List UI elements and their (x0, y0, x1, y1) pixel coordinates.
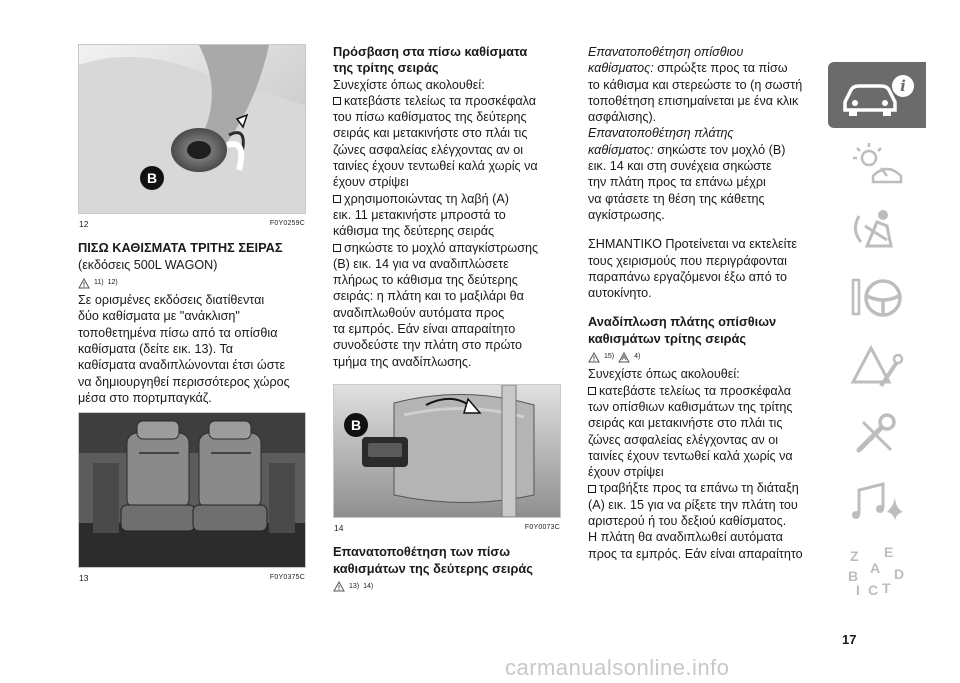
warning-ref: 4) (634, 353, 641, 361)
paragraph: Σε ορισμένες εκδόσεις διατίθενται δύο καθίσματα με "ανάκλιση" τοποθετημένα πίσω από τα οπίσθια καθίσματα (δείτε εικ. 13). Τα καθίσματα αναδιπλώνονται έτσι ώστε να δημιουργηθεί περισσότερος χώρος μέσα στο πορτμπαγκάζ. (78, 293, 290, 405)
figure-number: 14 (334, 522, 344, 533)
warning-references (333, 579, 561, 595)
tab-steering-wheel[interactable] (828, 266, 926, 332)
section-subheading: (εκδόσεις 500L WAGON) (78, 257, 218, 272)
warning-triangle-icon (78, 278, 90, 289)
steering-wheel-icon (847, 274, 907, 324)
figure-14-photo (333, 384, 561, 518)
paragraph: Επανατοποθέτηση οπίσθιου καθίσματος: σπρώξτε προς τα πίσω το κάθισμα και στερεώστε το (η σωστή τοποθέτηση επισημαίνεται με ένα κλικ ασφάλισης). (588, 45, 803, 125)
section-heading: Αναδίπλωση πλάτης οπίσθιων καθισμάτων τρίτης σειράς (588, 314, 777, 346)
warning-ref: 13) (349, 582, 360, 590)
warning-triangle-icon (588, 352, 600, 363)
checkbox-bullet-icon (588, 485, 596, 493)
bullet-item: κατεβάστε τελείως τα προσκέφαλα των οπίσθιων καθισμάτων της τρίτης σειράς και μετακινήστε στο πλάι τις ζώνες ασφαλείας ελέγχοντας αν οι ταινίες έχουν τεντωθεί καλά χωρίς να έχουν στρίψει (588, 383, 793, 480)
callout-b-badge: B (146, 170, 158, 186)
tab-wrench-maintenance[interactable] (828, 402, 926, 468)
paragraph: Επανατοποθέτηση πλάτης καθίσματος: σηκώστε τον μοχλό (B) εικ. 14 και στη συνέχεια σηκώστε την πλάτη προς τα επάνω μέχρι να φτάσετε τη θέση της κάθετης αγκίστρωσης. (588, 126, 786, 222)
svg-text:I: I (856, 582, 860, 598)
page-number: 17 (842, 632, 857, 647)
third-row-seats-illustration (79, 413, 305, 567)
svg-text:D: D (894, 566, 905, 582)
svg-text:T: T (882, 580, 891, 596)
important-note: ΣΗΜΑΝΤΙΚΟ Προτείνεται να εκτελείτε τους χειρισμούς που περιγράφονται παραπάνω εργαζόμενοι έξω από το αυτοκίνητο. (588, 237, 797, 301)
figure-number: 12 (79, 219, 89, 229)
svg-text:C: C (868, 582, 879, 598)
warning-references (78, 275, 306, 291)
svg-text:A: A (870, 560, 881, 576)
section-heading: Επανατοποθέτηση των πίσω καθισμάτων της δεύτερης σειράς (333, 544, 533, 576)
alphabetical-index-icon (842, 543, 912, 599)
checkbox-bullet-icon (333, 195, 341, 203)
caution-triangle-icon (618, 352, 630, 363)
checkbox-bullet-icon (588, 387, 596, 395)
seat-lever-illustration (79, 45, 305, 213)
tab-car-info[interactable] (828, 62, 926, 128)
column-3 (588, 44, 820, 562)
figure-code: F0Y0073C (524, 523, 560, 531)
checkbox-bullet-icon (333, 244, 341, 252)
intro-text: Συνεχίστε όπως ακολουθεί: (588, 367, 740, 382)
wrench-maintenance-icon (847, 410, 907, 460)
tab-alphabetical-index[interactable] (828, 538, 926, 604)
warning-ref: 14) (363, 582, 374, 590)
multimedia-icon (847, 478, 907, 528)
watermark: carmanualsonline.info (505, 655, 730, 680)
warning-ref: 12) (107, 278, 118, 286)
section-heading: Πρόσβαση στα πίσω καθίσματα της τρίτης σειράς (333, 44, 528, 76)
bullet-item: σηκώστε το μοχλό απαγκίστρωσης (B) εικ. 14 για να αναδιπλώσετε πλήρως το κάθισμα της δεύτερης σειράς: η πλάτη και το μαξιλάρι θα αναδιπλωθούν αυτόματα προς τα εμπρός. Εάν είναι απαραίτητο συνοδεύστε την πλάτη στο πρώτο τμήμα της αναδίπλωσης. (333, 240, 539, 369)
section-heading: ΠΙΣΩ ΚΑΘΙΣΜΑΤΑ ΤΡΙΤΗΣ ΣΕΙΡΑΣ (78, 240, 283, 256)
tab-dashboard-lights[interactable] (828, 130, 926, 196)
svg-text:Z: Z (850, 548, 859, 564)
warning-ref: 15) (604, 353, 615, 361)
headrest-lever-illustration (334, 385, 560, 517)
tab-multimedia[interactable] (828, 470, 926, 536)
checkbox-bullet-icon (333, 97, 341, 105)
warning-triangle-icon (333, 581, 345, 592)
bullet-item: χρησιμοποιώντας τη λαβή (A) εικ. 11 μετακινήστε μπροστά το κάθισμα της δεύτερης σειράς (333, 191, 509, 239)
tab-airbag-safety[interactable] (828, 198, 926, 264)
figure-number: 13 (79, 573, 89, 584)
warning-tools-icon (847, 342, 907, 392)
figure-12-photo (78, 44, 306, 214)
column-1 (78, 44, 306, 595)
warning-ref: 11) (94, 278, 104, 286)
figure-13-caption (79, 570, 305, 586)
svg-text:i: i (900, 77, 906, 95)
dashboard-lights-icon (847, 138, 907, 188)
figure-14-caption (334, 520, 560, 536)
figure-code: F0Y0259C (269, 220, 305, 227)
svg-text:B: B (848, 568, 859, 584)
chapter-sidebar (828, 62, 926, 606)
figure-code: F0Y0375C (269, 574, 305, 582)
column-2 (333, 44, 561, 596)
tab-warning-tools[interactable] (828, 334, 926, 400)
warning-references (588, 349, 820, 365)
bullet-item: κατεβάστε τελείως τα προσκέφαλα του πίσω καθίσματος της δεύτερης σειράς και μετακινήστε στο πλάι τις ζώνες ασφαλείας ελέγχοντας αν οι ταινίες έχουν τεντωθεί καλά χωρίς να έχουν στρίψει (333, 93, 538, 190)
intro-text: Συνεχίστε όπως ακολουθεί: (333, 77, 485, 92)
callout-b-badge: B (350, 416, 362, 433)
figure-12-caption (79, 216, 305, 232)
figure-13-photo (78, 412, 306, 568)
svg-text:E: E (884, 544, 894, 560)
car-info-icon (837, 72, 917, 118)
bullet-item: τραβήξτε προς τα επάνω τη διάταξη (A) εικ. 15 για να ρίξετε την πλάτη του αριστερού ή του δεξιού καθίσματος. Η πλάτη θα αναδιπλωθεί αυτόματα προς τα εμπρός. Εάν είναι απαραίτητο (588, 481, 803, 561)
airbag-safety-icon (847, 206, 907, 256)
